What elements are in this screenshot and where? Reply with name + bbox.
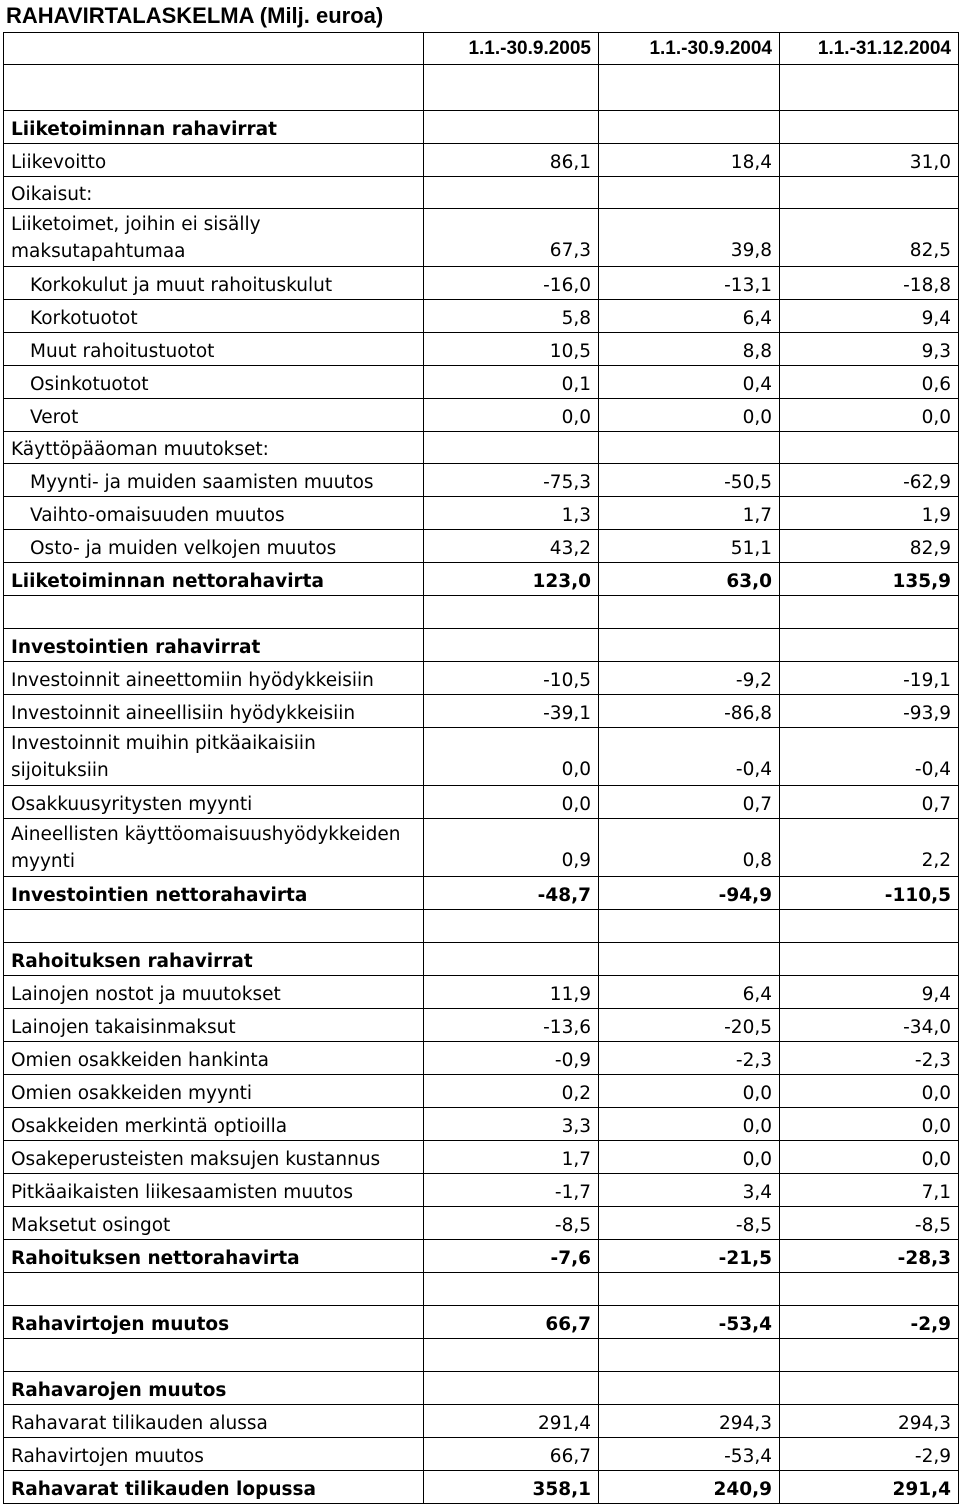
- value-cell: -13,6: [424, 1009, 599, 1042]
- row-label: Muut rahoitustuotot: [4, 333, 424, 366]
- row-label: [4, 1273, 424, 1306]
- value-cell: -2,9: [780, 1438, 959, 1471]
- row-label: Rahoituksen rahavirrat: [4, 943, 424, 976]
- value-cell: [599, 65, 780, 111]
- row-label: Liikevoitto: [4, 144, 424, 177]
- value-cell: -21,5: [599, 1240, 780, 1273]
- value-cell: [599, 943, 780, 976]
- row-label: Käyttöpääoman muutokset:: [4, 432, 424, 464]
- row-label: Lainojen nostot ja muutokset: [4, 976, 424, 1009]
- value-cell: 67,3: [424, 209, 599, 267]
- table-row: [4, 209, 959, 267]
- value-cell: 86,1: [424, 144, 599, 177]
- value-cell: -20,5: [599, 1009, 780, 1042]
- value-cell: [780, 596, 959, 629]
- value-cell: [599, 629, 780, 662]
- spacer-row: [4, 596, 959, 629]
- row-label: [4, 1339, 424, 1372]
- value-cell: [780, 943, 959, 976]
- value-cell: 0,0: [424, 786, 599, 819]
- value-cell: 291,4: [424, 1405, 599, 1438]
- value-cell: [424, 1372, 599, 1405]
- row-label: Osakkeiden merkintä optioilla: [4, 1108, 424, 1141]
- value-cell: -94,9: [599, 877, 780, 910]
- table-row: [4, 497, 959, 530]
- value-cell: -34,0: [780, 1009, 959, 1042]
- value-cell: 0,4: [599, 366, 780, 399]
- value-cell: 0,0: [780, 1075, 959, 1108]
- value-cell: -2,3: [599, 1042, 780, 1075]
- value-cell: 0,0: [424, 728, 599, 786]
- value-cell: [424, 629, 599, 662]
- value-cell: [424, 910, 599, 943]
- value-cell: [599, 910, 780, 943]
- row-label: Korkotuotot: [4, 300, 424, 333]
- value-cell: -39,1: [424, 695, 599, 728]
- value-cell: 6,4: [599, 300, 780, 333]
- value-cell: -0,4: [599, 728, 780, 786]
- value-cell: [424, 111, 599, 144]
- value-cell: -62,9: [780, 464, 959, 497]
- table-row: [4, 177, 959, 209]
- value-cell: [424, 1273, 599, 1306]
- row-label: Rahavarojen muutos: [4, 1372, 424, 1405]
- value-cell: -8,5: [780, 1207, 959, 1240]
- table-row: [4, 432, 959, 464]
- value-cell: -75,3: [424, 464, 599, 497]
- value-cell: -19,1: [780, 662, 959, 695]
- spacer-row: [4, 65, 959, 111]
- row-label: Investointien nettorahavirta: [4, 877, 424, 910]
- table-row: [4, 267, 959, 300]
- row-label: Rahavarat tilikauden lopussa: [4, 1471, 424, 1504]
- value-cell: 1,9: [780, 497, 959, 530]
- total-row: [4, 877, 959, 910]
- total-row: [4, 1240, 959, 1273]
- row-label: Vaihto-omaisuuden muutos: [4, 497, 424, 530]
- value-cell: 6,4: [599, 976, 780, 1009]
- value-cell: 10,5: [424, 333, 599, 366]
- table-row: [4, 819, 959, 877]
- value-cell: 11,9: [424, 976, 599, 1009]
- spacer-row: [4, 1273, 959, 1306]
- row-label: Liiketoiminnan rahavirrat: [4, 111, 424, 144]
- row-label: Pitkäaikaisten liikesaamisten muutos: [4, 1174, 424, 1207]
- value-cell: -0,4: [780, 728, 959, 786]
- value-cell: -86,8: [599, 695, 780, 728]
- value-cell: -10,5: [424, 662, 599, 695]
- value-cell: -48,7: [424, 877, 599, 910]
- value-cell: 3,4: [599, 1174, 780, 1207]
- value-cell: 135,9: [780, 563, 959, 596]
- table-row: [4, 464, 959, 497]
- row-label: Investoinnit muihin pitkäaikaisiin sijoituksiin: [4, 728, 424, 786]
- value-cell: [424, 596, 599, 629]
- value-cell: 0,0: [599, 1075, 780, 1108]
- table-row: [4, 1075, 959, 1108]
- row-label: Rahavirtojen muutos: [4, 1306, 424, 1339]
- value-cell: 82,5: [780, 209, 959, 267]
- value-cell: 0,0: [599, 1108, 780, 1141]
- row-label: Investointien rahavirrat: [4, 629, 424, 662]
- value-cell: 9,3: [780, 333, 959, 366]
- column-header: 1.1.-30.9.2004: [599, 33, 780, 65]
- row-label: Rahoituksen nettorahavirta: [4, 1240, 424, 1273]
- value-cell: 2,2: [780, 819, 959, 877]
- value-cell: [424, 943, 599, 976]
- row-label: Korkokulut ja muut rahoituskulut: [4, 267, 424, 300]
- value-cell: -1,7: [424, 1174, 599, 1207]
- row-label: Osinkotuotot: [4, 366, 424, 399]
- table-row: [4, 662, 959, 695]
- table-row: [4, 786, 959, 819]
- value-cell: [599, 596, 780, 629]
- value-cell: 66,7: [424, 1306, 599, 1339]
- value-cell: [780, 629, 959, 662]
- row-label: Liiketoimet, joihin ei sisälly maksutapahtumaa: [4, 209, 424, 267]
- value-cell: 240,9: [599, 1471, 780, 1504]
- row-label: [4, 910, 424, 943]
- value-cell: 43,2: [424, 530, 599, 563]
- value-cell: [780, 910, 959, 943]
- row-label: Myynti- ja muiden saamisten muutos: [4, 464, 424, 497]
- value-cell: [780, 1339, 959, 1372]
- table-row: [4, 728, 959, 786]
- value-cell: 0,8: [599, 819, 780, 877]
- value-cell: -8,5: [424, 1207, 599, 1240]
- page-title: RAHAVIRTALASKELMA (Milj. euroa): [6, 3, 384, 28]
- section-header-row: [4, 629, 959, 662]
- value-cell: 294,3: [780, 1405, 959, 1438]
- spacer-row: [4, 910, 959, 943]
- value-cell: 31,0: [780, 144, 959, 177]
- value-cell: 63,0: [599, 563, 780, 596]
- value-cell: 0,9: [424, 819, 599, 877]
- section-header-row: [4, 943, 959, 976]
- row-label: [4, 65, 424, 111]
- value-cell: [599, 177, 780, 209]
- value-cell: [599, 432, 780, 464]
- row-label: Aineellisten käyttöomaisuushyödykkeiden myynti: [4, 819, 424, 877]
- section-header-row: [4, 1372, 959, 1405]
- value-cell: 0,0: [780, 399, 959, 432]
- value-cell: 1,7: [599, 497, 780, 530]
- value-cell: [424, 432, 599, 464]
- value-cell: -53,4: [599, 1438, 780, 1471]
- table-row: [4, 366, 959, 399]
- row-label: Omien osakkeiden hankinta: [4, 1042, 424, 1075]
- value-cell: -93,9: [780, 695, 959, 728]
- value-cell: 0,0: [780, 1108, 959, 1141]
- value-cell: 18,4: [599, 144, 780, 177]
- value-cell: [780, 177, 959, 209]
- value-cell: -110,5: [780, 877, 959, 910]
- value-cell: 0,2: [424, 1075, 599, 1108]
- table-row: [4, 144, 959, 177]
- value-cell: 0,0: [599, 1141, 780, 1174]
- table-row: [4, 300, 959, 333]
- value-cell: 5,8: [424, 300, 599, 333]
- row-label: Rahavarat tilikauden alussa: [4, 1405, 424, 1438]
- value-cell: -18,8: [780, 267, 959, 300]
- table-row: [4, 1174, 959, 1207]
- value-cell: 82,9: [780, 530, 959, 563]
- table-row: [4, 976, 959, 1009]
- value-cell: [599, 1372, 780, 1405]
- header-label-cell: [4, 33, 424, 65]
- value-cell: [780, 432, 959, 464]
- table-row: [4, 1042, 959, 1075]
- value-cell: 123,0: [424, 563, 599, 596]
- spacer-row: [4, 1339, 959, 1372]
- row-label: Maksetut osingot: [4, 1207, 424, 1240]
- table-row: [4, 1108, 959, 1141]
- value-cell: -16,0: [424, 267, 599, 300]
- total-row: [4, 563, 959, 596]
- value-cell: 1,7: [424, 1141, 599, 1174]
- table-row: [4, 399, 959, 432]
- value-cell: 0,7: [780, 786, 959, 819]
- column-header: 1.1.-30.9.2005: [424, 33, 599, 65]
- value-cell: 7,1: [780, 1174, 959, 1207]
- column-header: 1.1.-31.12.2004: [780, 33, 959, 65]
- table-row: [4, 1009, 959, 1042]
- header-row: [4, 33, 959, 65]
- row-label: Verot: [4, 399, 424, 432]
- value-cell: 0,0: [599, 399, 780, 432]
- table-row: [4, 1207, 959, 1240]
- value-cell: 291,4: [780, 1471, 959, 1504]
- value-cell: [424, 65, 599, 111]
- value-cell: 294,3: [599, 1405, 780, 1438]
- value-cell: 9,4: [780, 300, 959, 333]
- value-cell: [424, 1339, 599, 1372]
- row-label: Lainojen takaisinmaksut: [4, 1009, 424, 1042]
- row-label: [4, 596, 424, 629]
- section-header-row: [4, 111, 959, 144]
- value-cell: [780, 1273, 959, 1306]
- cash-flow-table: [3, 32, 959, 1504]
- value-cell: 8,8: [599, 333, 780, 366]
- table-row: [4, 1405, 959, 1438]
- value-cell: 0,1: [424, 366, 599, 399]
- value-cell: [599, 111, 780, 144]
- table-row: [4, 695, 959, 728]
- row-label: Investoinnit aineettomiin hyödykkeisiin: [4, 662, 424, 695]
- value-cell: [780, 65, 959, 111]
- value-cell: 66,7: [424, 1438, 599, 1471]
- value-cell: -28,3: [780, 1240, 959, 1273]
- value-cell: [780, 111, 959, 144]
- value-cell: -7,6: [424, 1240, 599, 1273]
- value-cell: 0,0: [780, 1141, 959, 1174]
- table-row: [4, 333, 959, 366]
- row-label: Oikaisut:: [4, 177, 424, 209]
- value-cell: -2,3: [780, 1042, 959, 1075]
- value-cell: 9,4: [780, 976, 959, 1009]
- value-cell: -9,2: [599, 662, 780, 695]
- value-cell: -0,9: [424, 1042, 599, 1075]
- value-cell: 358,1: [424, 1471, 599, 1504]
- row-label: Omien osakkeiden myynti: [4, 1075, 424, 1108]
- row-label: Osto- ja muiden velkojen muutos: [4, 530, 424, 563]
- table-row: [4, 530, 959, 563]
- value-cell: -53,4: [599, 1306, 780, 1339]
- row-label: Investoinnit aineellisiin hyödykkeisiin: [4, 695, 424, 728]
- value-cell: 0,6: [780, 366, 959, 399]
- value-cell: [780, 1372, 959, 1405]
- value-cell: 0,7: [599, 786, 780, 819]
- value-cell: -50,5: [599, 464, 780, 497]
- value-cell: -13,1: [599, 267, 780, 300]
- value-cell: [599, 1339, 780, 1372]
- value-cell: -2,9: [780, 1306, 959, 1339]
- row-label: Rahavirtojen muutos: [4, 1438, 424, 1471]
- table-row: [4, 1438, 959, 1471]
- value-cell: 39,8: [599, 209, 780, 267]
- row-label: Osakeperusteisten maksujen kustannus: [4, 1141, 424, 1174]
- total-row: [4, 1471, 959, 1504]
- value-cell: -8,5: [599, 1207, 780, 1240]
- table-body: [4, 33, 959, 1504]
- row-label: Liiketoiminnan nettorahavirta: [4, 563, 424, 596]
- total-row: [4, 1306, 959, 1339]
- value-cell: 1,3: [424, 497, 599, 530]
- value-cell: [424, 177, 599, 209]
- value-cell: 3,3: [424, 1108, 599, 1141]
- table-row: [4, 1141, 959, 1174]
- value-cell: [599, 1273, 780, 1306]
- value-cell: 51,1: [599, 530, 780, 563]
- value-cell: 0,0: [424, 399, 599, 432]
- row-label: Osakkuusyritysten myynti: [4, 786, 424, 819]
